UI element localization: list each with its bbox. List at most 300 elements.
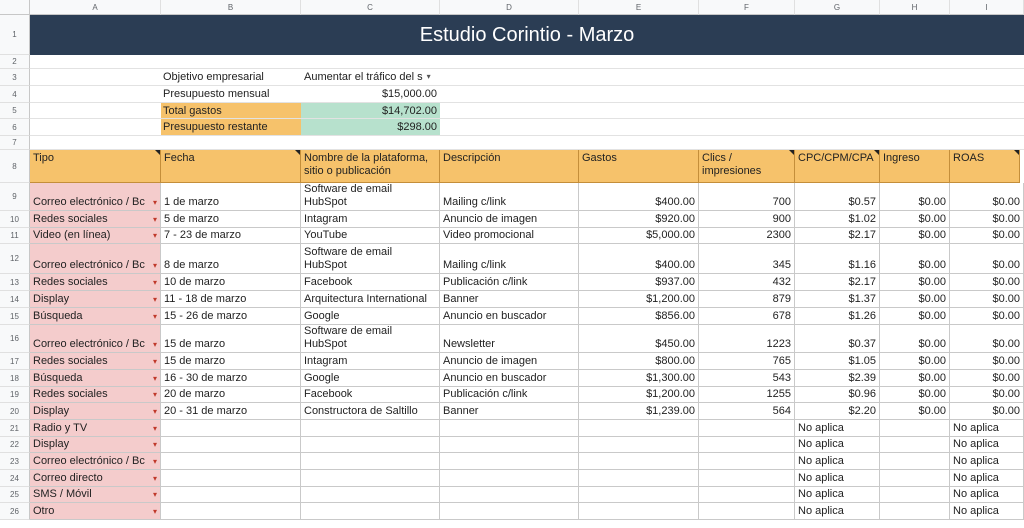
table-cell-tipo[interactable] [30,183,161,211]
clics-value: 900 [772,213,791,225]
table-cell-cpc[interactable] [795,308,880,325]
table-cell-clics[interactable] [699,370,795,387]
table-cell-tipo[interactable] [30,437,161,453]
table-cell-roas[interactable] [950,420,1024,437]
table-cell-fecha[interactable] [161,183,301,211]
table-cell-roas[interactable] [950,325,1024,353]
platform-line-2: Constructora de Saltillo [304,405,418,417]
table-cell-gastos[interactable] [579,387,699,403]
table-cell-fecha[interactable] [161,308,301,325]
platform-line-2: HubSpot [304,196,347,208]
platform-line-2: Facebook [304,276,353,288]
table-cell-tipo[interactable] [30,420,161,437]
row-header[interactable]: 16 [0,325,30,353]
table-cell-fecha[interactable] [161,387,301,403]
table-cell-desc[interactable] [440,503,579,520]
table-cell-plat[interactable] [301,470,440,487]
table-cell-gastos[interactable] [579,325,699,353]
table-cell-ingreso[interactable] [880,308,950,325]
table-cell-cpc[interactable] [795,403,880,420]
fecha-value: 15 de marzo [164,355,226,367]
desc-value: Anuncio en buscador [443,310,547,322]
roas-value: $0.00 [992,229,1020,241]
table-cell-cpc[interactable] [795,453,880,470]
table-cell-tipo[interactable] [30,228,161,244]
table-cell-tipo[interactable] [30,308,161,325]
table-cell-roas[interactable] [950,453,1024,470]
tipo-value: Correo electrónico / Bc [33,196,145,208]
table-cell-tipo[interactable] [30,325,161,353]
tipo-value: Redes sociales [33,276,108,288]
platform-line-2: Intagram [304,213,348,225]
table-cell-clics[interactable] [699,325,795,353]
table-cell-plat[interactable] [301,437,440,453]
column-header[interactable]: B [161,0,301,15]
table-cell-roas[interactable] [950,353,1024,370]
row-header[interactable]: 14 [0,291,30,308]
table-cell-cpc[interactable] [795,274,880,291]
table-cell-gastos[interactable] [579,244,699,274]
table-cell-ingreso[interactable] [880,211,950,228]
table-cell-ingreso[interactable] [880,453,950,470]
clics-value: 432 [772,276,791,288]
table-cell-plat[interactable] [301,403,440,420]
tipo-value: Video (en línea) [33,229,111,241]
dropdown-arrow-icon[interactable]: ▾ [152,198,157,207]
desc-value: Anuncio en buscador [443,372,547,384]
table-cell-fecha[interactable] [161,244,301,274]
cpc-value: No aplica [798,472,844,484]
select-all-corner[interactable] [0,0,30,15]
table-cell-gastos[interactable] [579,228,699,244]
table-cell-plat[interactable] [301,228,440,244]
table-cell-fecha[interactable] [161,487,301,503]
table-cell-tipo[interactable] [30,274,161,291]
table-cell-tipo[interactable] [30,403,161,420]
tipo-value: Otro [33,505,55,517]
table-cell-plat[interactable] [301,274,440,291]
dropdown-arrow-icon[interactable]: ▾ [152,231,157,240]
header-plataforma[interactable] [301,150,440,183]
table-cell-clics[interactable] [699,353,795,370]
note-marker-icon [295,150,300,155]
tipo-value: Correo electrónico / Bc [33,338,145,350]
table-cell-fecha[interactable] [161,503,301,520]
dropdown-arrow-icon[interactable]: ▾ [152,215,157,224]
roas-value: $0.00 [992,293,1020,305]
table-cell-ingreso[interactable] [880,403,950,420]
table-cell-cpc[interactable] [795,370,880,387]
table-cell-desc[interactable] [440,387,579,403]
table-cell-roas[interactable] [950,244,1024,274]
row-header[interactable]: 2 [0,55,30,69]
tipo-value: SMS / Móvil [33,488,92,500]
table-cell-plat[interactable] [301,453,440,470]
table-cell-fecha[interactable] [161,228,301,244]
table-cell-desc[interactable] [440,403,579,420]
gastos-value: $920.00 [655,213,695,225]
table-cell-ingreso[interactable] [880,183,950,211]
table-cell-desc[interactable] [440,420,579,437]
fecha-value: 1 de marzo [164,196,220,208]
table-cell-plat[interactable] [301,325,440,353]
header-roas[interactable] [950,150,1020,183]
table-cell-clics[interactable] [699,291,795,308]
row-header[interactable]: 3 [0,69,30,86]
table-cell-plat[interactable] [301,244,440,274]
dropdown-arrow-icon[interactable]: ▾ [152,440,157,449]
table-cell-ingreso[interactable] [880,370,950,387]
row-header[interactable]: 20 [0,403,30,420]
cpc-value: $2.20 [848,405,876,417]
tipo-value: Radio y TV [33,422,88,434]
row-header[interactable]: 24 [0,470,30,487]
table-cell-roas[interactable] [950,308,1024,325]
dropdown-arrow-icon[interactable]: ▾ [152,374,157,383]
table-cell-gastos[interactable] [579,183,699,211]
table-cell-desc[interactable] [440,470,579,487]
row-header[interactable]: 5 [0,103,30,119]
table-cell-fecha[interactable] [161,470,301,487]
gridline [30,149,1024,150]
table-cell-plat[interactable] [301,211,440,228]
table-cell-clics[interactable] [699,228,795,244]
column-header[interactable]: F [699,0,795,15]
row-header[interactable]: 18 [0,370,30,387]
table-cell-gastos[interactable] [579,274,699,291]
table-cell-gastos[interactable] [579,503,699,520]
row-header[interactable]: 7 [0,136,30,150]
remaining-value[interactable]: $298.00 [301,119,440,135]
column-header[interactable]: D [440,0,579,15]
ingreso-value: $0.00 [918,388,946,400]
cpc-value: No aplica [798,505,844,517]
dropdown-arrow-icon[interactable]: ▾ [152,457,157,466]
table-cell-cpc[interactable] [795,470,880,487]
table-cell-tipo[interactable] [30,291,161,308]
gastos-value: $450.00 [655,338,695,350]
table-cell-gastos[interactable] [579,420,699,437]
desc-value: Mailing c/link [443,196,506,208]
ingreso-value: $0.00 [918,213,946,225]
roas-value: No aplica [953,455,999,467]
ingreso-value: $0.00 [918,338,946,350]
row-header[interactable]: 21 [0,420,30,437]
table-cell-ingreso[interactable] [880,387,950,403]
table-cell-gastos[interactable] [579,291,699,308]
table-cell-ingreso[interactable] [880,487,950,503]
table-cell-clics[interactable] [699,437,795,453]
roas-value: No aplica [953,422,999,434]
objective-label: Objetivo empresarial [163,71,264,83]
column-header[interactable]: A [30,0,161,15]
table-cell-desc[interactable] [440,353,579,370]
row-header[interactable]: 6 [0,119,30,136]
tipo-value: Redes sociales [33,388,108,400]
table-cell-fecha[interactable] [161,403,301,420]
column-header[interactable]: C [301,0,440,15]
table-cell-plat[interactable] [301,308,440,325]
table-cell-roas[interactable] [950,487,1024,503]
table-cell-ingreso[interactable] [880,420,950,437]
table-cell-gastos[interactable] [579,353,699,370]
row-header[interactable]: 25 [0,487,30,503]
table-cell-plat[interactable] [301,291,440,308]
table-cell-ingreso[interactable] [880,503,950,520]
table-cell-desc[interactable] [440,325,579,353]
gridline [30,135,1024,136]
cpc-value: $1.26 [848,310,876,322]
table-cell-fecha[interactable] [161,370,301,387]
table-cell-cpc[interactable] [795,387,880,403]
table-cell-desc[interactable] [440,437,579,453]
platform-line-2: HubSpot [304,259,347,271]
row-header[interactable]: 26 [0,503,30,520]
row-header[interactable]: 13 [0,274,30,291]
table-cell-cpc[interactable] [795,291,880,308]
table-cell-cpc[interactable] [795,228,880,244]
header-ingreso[interactable] [880,150,950,183]
table-cell-tipo[interactable] [30,387,161,403]
table-cell-roas[interactable] [950,387,1024,403]
table-cell-roas[interactable] [950,370,1024,387]
header-descripcion[interactable] [440,150,579,183]
desc-value: Publicación c/link [443,276,528,288]
table-cell-plat[interactable] [301,183,440,211]
objective-value: Aumentar el tráfico del s [304,71,423,83]
table-cell-ingreso[interactable] [880,274,950,291]
table-cell-plat[interactable] [301,370,440,387]
dropdown-arrow-icon[interactable]: ▾ [152,407,157,416]
row-header[interactable]: 8 [0,150,30,183]
row-header[interactable]: 19 [0,387,30,403]
objective-select[interactable] [301,69,440,85]
table-cell-fecha[interactable] [161,453,301,470]
roas-value: $0.00 [992,213,1020,225]
table-cell-desc[interactable] [440,228,579,244]
table-cell-cpc[interactable] [795,437,880,453]
table-cell-roas[interactable] [950,274,1024,291]
header-cpc-label: CPC/CPM/CPA [798,152,874,164]
fecha-value: 8 de marzo [164,259,220,271]
table-cell-clics[interactable] [699,308,795,325]
header-cpc[interactable] [795,150,880,183]
table-cell-cpc[interactable] [795,503,880,520]
row-header[interactable]: 17 [0,353,30,370]
roas-value: $0.00 [992,338,1020,350]
table-cell-roas[interactable] [950,470,1024,487]
dropdown-arrow-icon[interactable]: ▾ [152,312,157,321]
table-cell-ingreso[interactable] [880,228,950,244]
table-cell-desc[interactable] [440,487,579,503]
table-cell-tipo[interactable] [30,211,161,228]
table-cell-gastos[interactable] [579,308,699,325]
table-cell-roas[interactable] [950,437,1024,453]
table-cell-plat[interactable] [301,387,440,403]
table-cell-gastos[interactable] [579,487,699,503]
table-cell-tipo[interactable] [30,353,161,370]
header-fecha-label: Fecha [164,152,195,164]
row-header[interactable]: 4 [0,86,30,103]
table-cell-desc[interactable] [440,370,579,387]
dropdown-arrow-icon[interactable]: ▾ [152,390,157,399]
table-cell-roas[interactable] [950,503,1024,520]
roas-value: $0.00 [992,372,1020,384]
clics-value: 1255 [766,388,791,400]
table-cell-cpc[interactable] [795,420,880,437]
total-value[interactable]: $14,702.00 [301,103,440,119]
header-gastos-label: Gastos [582,152,617,164]
table-cell-tipo[interactable] [30,453,161,470]
table-cell-desc[interactable] [440,308,579,325]
dropdown-arrow-icon[interactable]: ▾ [152,490,157,499]
desc-value: Video promocional [443,229,534,241]
table-cell-gastos[interactable] [579,403,699,420]
header-gastos[interactable] [579,150,699,183]
table-cell-plat[interactable] [301,420,440,437]
dropdown-arrow-icon[interactable]: ▾ [152,261,157,270]
cpc-value: $0.57 [848,196,876,208]
table-cell-tipo[interactable] [30,244,161,274]
table-cell-plat[interactable] [301,503,440,520]
table-cell-gastos[interactable] [579,453,699,470]
table-cell-clics[interactable] [699,211,795,228]
table-cell-fecha[interactable] [161,420,301,437]
platform-line-1: Software de email [304,325,393,337]
table-cell-fecha[interactable] [161,211,301,228]
row-header[interactable]: 11 [0,228,30,244]
table-cell-plat[interactable] [301,353,440,370]
table-cell-ingreso[interactable] [880,437,950,453]
dropdown-arrow-icon[interactable]: ▾ [152,278,157,287]
row-header[interactable]: 1 [0,15,30,55]
table-cell-clics[interactable] [699,503,795,520]
cpc-value: $1.02 [848,213,876,225]
table-cell-cpc[interactable] [795,325,880,353]
table-cell-cpc[interactable] [795,244,880,274]
desc-value: Mailing c/link [443,259,506,271]
table-cell-desc[interactable] [440,274,579,291]
table-cell-fecha[interactable] [161,437,301,453]
table-cell-ingreso[interactable] [880,291,950,308]
table-cell-gastos[interactable] [579,437,699,453]
cpc-value: $2.17 [848,229,876,241]
cpc-value: $0.96 [848,388,876,400]
table-cell-tipo[interactable] [30,503,161,520]
table-cell-desc[interactable] [440,244,579,274]
table-cell-tipo[interactable] [30,470,161,487]
table-cell-cpc[interactable] [795,183,880,211]
row-header[interactable]: 22 [0,437,30,453]
table-cell-clics[interactable] [699,453,795,470]
header-fecha[interactable] [161,150,301,183]
header-clics[interactable] [699,150,795,183]
budget-value[interactable]: $15,000.00 [381,88,437,100]
table-cell-tipo[interactable] [30,487,161,503]
row-header[interactable]: 9 [0,183,30,211]
gastos-value: $1,200.00 [646,388,695,400]
fecha-value: 15 - 26 de marzo [164,310,248,322]
table-cell-clics[interactable] [699,470,795,487]
table-cell-fecha[interactable] [161,291,301,308]
header-descripcion-label: Descripción [443,152,501,164]
table-cell-clics[interactable] [699,487,795,503]
table-cell-clics[interactable] [699,244,795,274]
roas-value: No aplica [953,488,999,500]
note-marker-icon [874,150,879,155]
table-cell-clics[interactable] [699,274,795,291]
table-cell-cpc[interactable] [795,487,880,503]
remaining-label: Presupuesto restante [161,119,301,135]
table-cell-tipo[interactable] [30,370,161,387]
dropdown-arrow-icon[interactable]: ▾ [152,295,157,304]
table-cell-gastos[interactable] [579,370,699,387]
table-cell-gastos[interactable] [579,470,699,487]
dropdown-arrow-icon[interactable]: ▾ [152,507,157,516]
table-cell-desc[interactable] [440,291,579,308]
fecha-value: 15 de marzo [164,338,226,350]
column-header[interactable]: E [579,0,699,15]
gridline [30,102,1024,103]
table-cell-ingreso[interactable] [880,244,950,274]
tipo-value: Redes sociales [33,355,108,367]
row-header[interactable]: 15 [0,308,30,325]
roas-value: $0.00 [992,276,1020,288]
ingreso-value: $0.00 [918,293,946,305]
dropdown-arrow-icon[interactable]: ▾ [152,357,157,366]
column-header[interactable]: H [880,0,950,15]
table-cell-fecha[interactable] [161,325,301,353]
row-header[interactable]: 10 [0,211,30,228]
table-cell-clics[interactable] [699,420,795,437]
table-cell-fecha[interactable] [161,274,301,291]
ingreso-value: $0.00 [918,259,946,271]
table-cell-clics[interactable] [699,403,795,420]
table-cell-desc[interactable] [440,453,579,470]
dropdown-arrow-icon[interactable]: ▾ [152,340,157,349]
table-cell-roas[interactable] [950,291,1024,308]
table-cell-fecha[interactable] [161,353,301,370]
ingreso-value: $0.00 [918,276,946,288]
table-cell-gastos[interactable] [579,211,699,228]
row-header[interactable]: 23 [0,453,30,470]
table-cell-plat[interactable] [301,487,440,503]
fecha-value: 20 de marzo [164,388,226,400]
table-cell-desc[interactable] [440,183,579,211]
gastos-value: $1,239.00 [646,405,695,417]
table-cell-desc[interactable] [440,211,579,228]
table-cell-roas[interactable] [950,183,1024,211]
table-cell-cpc[interactable] [795,211,880,228]
platform-line-2: Facebook [304,388,353,400]
header-tipo[interactable] [30,150,161,183]
table-cell-clics[interactable] [699,387,795,403]
clics-value: 765 [772,355,791,367]
table-cell-roas[interactable] [950,211,1024,228]
table-cell-ingreso[interactable] [880,325,950,353]
dropdown-arrow-icon[interactable]: ▾ [152,474,157,483]
row-header[interactable]: 12 [0,244,30,274]
table-cell-clics[interactable] [699,183,795,211]
column-header[interactable]: G [795,0,880,15]
table-cell-roas[interactable] [950,228,1024,244]
table-cell-ingreso[interactable] [880,470,950,487]
dropdown-arrow-icon[interactable]: ▾ [152,424,157,433]
table-cell-ingreso[interactable] [880,353,950,370]
column-header[interactable]: I [950,0,1024,15]
table-cell-cpc[interactable] [795,353,880,370]
table-cell-roas[interactable] [950,403,1024,420]
